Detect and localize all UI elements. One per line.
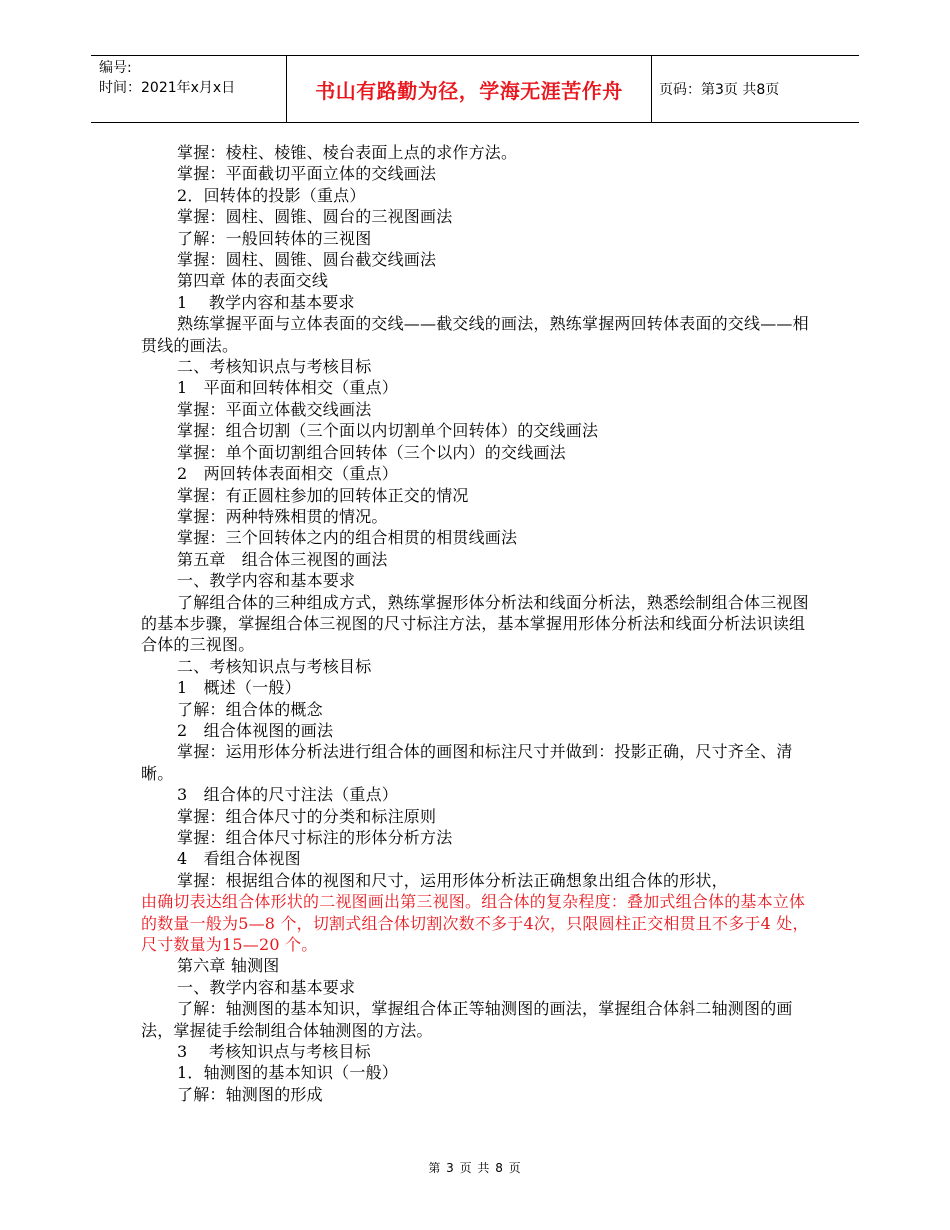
text-line: 掌握：三个回转体之内的组合相贯的相贯线画法 [177, 528, 518, 548]
text-line: 掌握：组合体尺寸的分类和标注原则 [177, 806, 437, 826]
text-line: 了解：组合体的概念 [177, 699, 323, 719]
text-line: 掌握：组合切割（三个面以内切割单个回转体）的交线画法 [177, 421, 599, 441]
section-heading: 1 教学内容和基本要求 [177, 292, 355, 312]
paragraph: 熟练掌握平面与立体表面的交线——截交线的画法，熟练掌握两回转体表面的交线——相贯线的画法。 [141, 314, 809, 355]
header-motto: 书山有路勤为径，学海无涯苦作舟 [286, 56, 652, 122]
paragraph: 了解组合体的三种组成方式，熟练掌握形体分析法和线面分析法，熟悉绘制组合体三视图的基本步骤，掌握组合体三视图的尺寸标注方法，基本掌握用形体分析法和线面分析法识读组合体的三视图。 [141, 592, 809, 655]
section-heading: 一、教学内容和基本要求 [177, 571, 356, 591]
text-line: 掌握：圆柱、圆锥、圆台的三视图画法 [177, 207, 453, 227]
text-line: 掌握：组合体尺寸标注的形体分析方法 [177, 828, 453, 847]
section-heading: 二、考核知识点与考核目标 [177, 357, 372, 377]
header-page-info: 页码：第3页 共8页 [659, 82, 780, 98]
chapter-heading: 第六章 轴测图 [177, 956, 280, 976]
text-line: 掌握：有正圆柱参加的回转体正交的情况 [177, 485, 469, 505]
highlighted-paragraph: 由确切表达组合体形状的二视图画出第三视图。组合体的复杂程度：叠加式组合体的基本立体的数量一般为5—8 个，切割式组合体切割次数不多于4次，只限圆柱正交相贯且不多于4 处，尺寸数量为15—20 个。 [141, 892, 809, 955]
subsection-heading: 1 概述（一般） [177, 678, 301, 698]
header-meta [99, 58, 279, 98]
text-line: 了解：轴测图的形成 [177, 1084, 323, 1104]
section-heading: 一、教学内容和基本要求 [177, 977, 356, 997]
serial-label: 编号: [99, 60, 132, 76]
text-line: 掌握：圆柱、圆锥、圆台截交线画法 [177, 250, 437, 270]
paragraph: 掌握：运用形体分析法进行组合体的画图和标注尺寸并做到：投影正确，尺寸齐全、清晰。 [141, 742, 793, 783]
page-footer: 第 3 页 共 8 页 [428, 1161, 522, 1175]
subsection-heading: 4 看组合体视图 [177, 849, 301, 869]
text-line: 掌握：单个面切割组合回转体（三个以内）的交线画法 [177, 442, 566, 462]
section-heading: 3 考核知识点与考核目标 [177, 1042, 371, 1062]
section-heading: 二、考核知识点与考核目标 [177, 656, 372, 676]
subsection-heading: 3 组合体的尺寸注法（重点） [177, 785, 398, 805]
subsection-heading: 1 平面和回转体相交（重点） [177, 378, 398, 398]
page-header [91, 55, 859, 123]
document-body [141, 142, 813, 1105]
text-line: 2．回转体的投影（重点） [177, 185, 366, 205]
chapter-heading: 第五章 组合体三视图的画法 [177, 549, 388, 569]
subsection-heading: 1．轴测图的基本知识（一般） [177, 1063, 398, 1083]
paragraph: 了解：轴测图的基本知识，掌握组合体正等轴测图的画法，掌握组合体斜二轴测图的画法，掌握徒手绘制组合体轴测图的方法。 [141, 999, 793, 1040]
text-line: 了解：一般回转体的三视图 [177, 228, 372, 248]
text-line: 掌握：平面立体截交线画法 [177, 399, 372, 419]
chapter-heading: 第四章 体的表面交线 [177, 271, 329, 291]
subsection-heading: 2 两回转体表面相交（重点） [177, 464, 398, 484]
time-label: 时间：2021年x月x日 [99, 80, 236, 96]
text-line: 掌握：平面截切平面立体的交线画法 [177, 164, 437, 184]
text-line: 掌握：两种特殊相贯的情况。 [177, 506, 388, 526]
text-line: 掌握：根据组合体的视图和尺寸，运用形体分析法正确想象出组合体的形状， [177, 870, 728, 890]
text-line: 掌握：棱柱、棱锥、棱台表面上点的求作方法。 [177, 143, 518, 162]
subsection-heading: 2 组合体视图的画法 [177, 720, 334, 740]
